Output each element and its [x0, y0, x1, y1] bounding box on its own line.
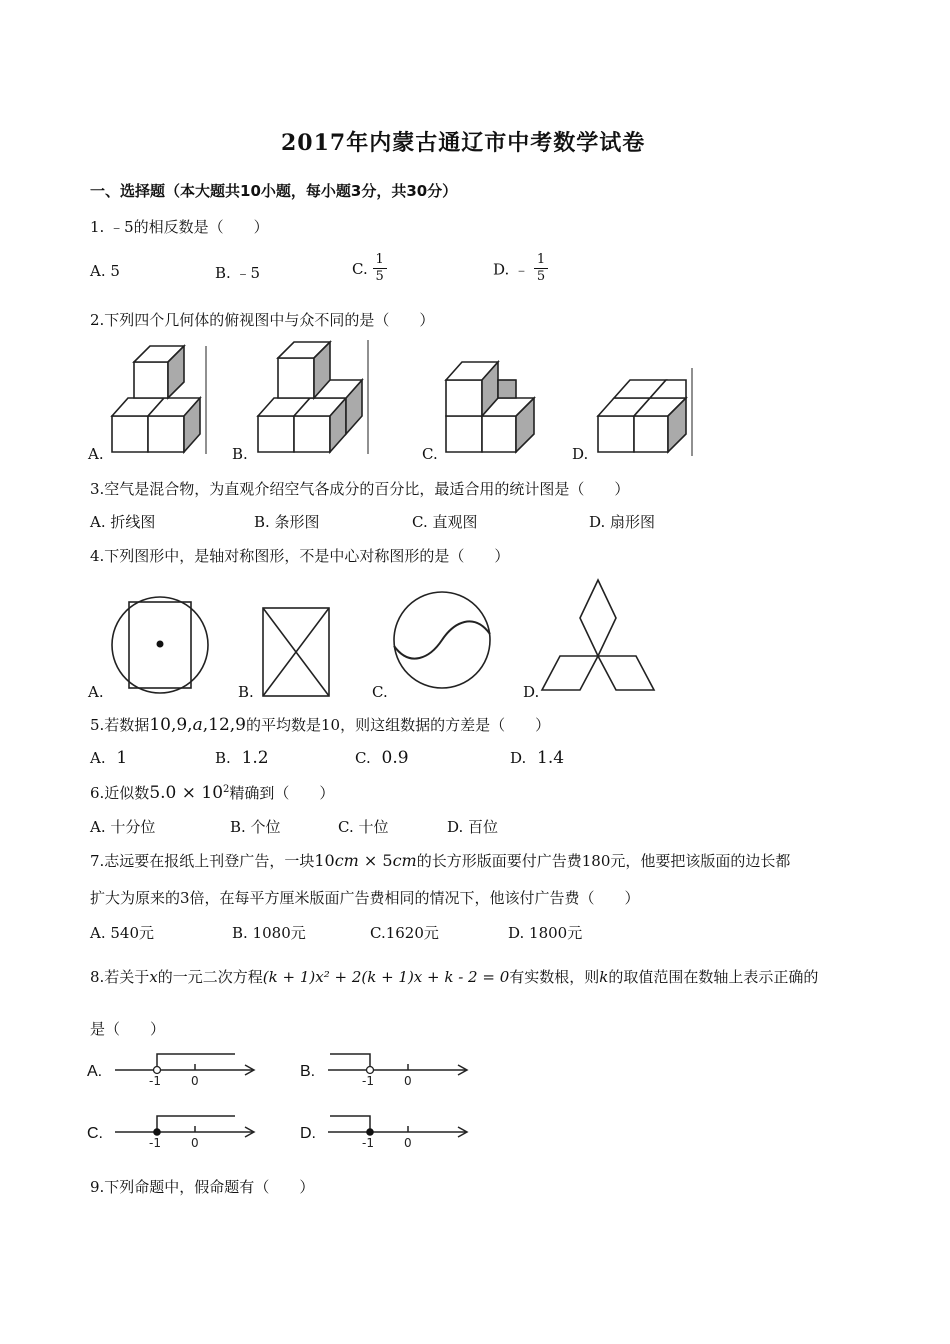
- question-5-stem: [90, 714, 550, 735]
- q5-option-c-value: 0.9: [381, 748, 409, 768]
- q3-option-b: B. 条形图: [254, 513, 320, 531]
- q7-option-d: D. 1800元: [508, 924, 583, 942]
- section-heading: 一、选择题（本大题共10小题，每小题3分，共30分）: [90, 182, 458, 200]
- q8-option-c: C.: [87, 1125, 103, 1142]
- q2-solid-d: [590, 362, 700, 462]
- q5-option-c: [355, 748, 409, 768]
- q4-option-a: A.: [88, 683, 104, 701]
- q1-option-d-label: D. ﹣: [493, 260, 530, 279]
- q7-option-b: B. 1080元: [232, 924, 306, 942]
- question-9-stem: 9.下列命题中，假命题有（ ）: [90, 1178, 315, 1196]
- question-7-line2: 扩大为原来的3倍，在每平方厘米版面广告费相同的情况下，他该付广告费（ ）: [90, 889, 640, 907]
- q1-option-c-label: C.: [352, 259, 368, 278]
- q7-unit: cm: [334, 851, 359, 870]
- tick-label-neg1: -1: [149, 1074, 161, 1088]
- q5-option-b-label: B.: [215, 749, 231, 767]
- question-1-stem: 1. ﹣5的相反数是（ ）: [90, 218, 269, 236]
- q5-option-c-label: C.: [355, 749, 371, 767]
- q5-data2: ,12,9: [202, 715, 246, 735]
- q5-option-a-value: 1: [116, 748, 128, 768]
- q6-exponent: 2: [223, 784, 230, 795]
- question-8-line2: 是（ ）: [90, 1020, 166, 1038]
- q4-option-d: D.: [523, 683, 540, 701]
- q2-solid-a: [100, 340, 210, 460]
- q8-line1-mid: 的一元二次方程: [157, 968, 263, 986]
- q2-option-a: A.: [88, 445, 104, 463]
- q3-option-d: D. 扇形图: [589, 513, 656, 531]
- question-4-stem: 4.下列图形中，是轴对称图形，不是中心对称图形的是（ ）: [90, 547, 510, 565]
- q7-line1-post: 的长方形版面要付广告费180元，他要把该版面的边长都: [416, 852, 791, 870]
- q4-figure-b: [260, 605, 340, 705]
- q5-option-b-value: 1.2: [241, 748, 269, 768]
- q4-option-b: B.: [238, 683, 254, 701]
- q6-number: 5.0 × 10: [149, 783, 224, 803]
- fraction-numerator: 1: [534, 252, 548, 269]
- q7-option-c: C.1620元: [370, 924, 439, 942]
- q2-option-c: C.: [422, 445, 438, 463]
- q4-option-c: C.: [372, 683, 388, 701]
- q4-figure-c: [390, 588, 500, 698]
- question-7-line1: [90, 850, 790, 871]
- q6-option-c: C. 十位: [338, 818, 389, 836]
- q8-line1-pre: 8.若关于: [90, 968, 150, 986]
- q5-option-a: [90, 748, 127, 768]
- tick-label-0: 0: [191, 1074, 199, 1088]
- q6-stem-pre: 6.近似数: [90, 784, 150, 802]
- q5-option-d: [510, 748, 564, 768]
- question-6-stem: [90, 782, 334, 803]
- q7-unit2: cm: [392, 851, 417, 870]
- q2-option-d: D.: [572, 445, 589, 463]
- q6-option-d: D. 百位: [447, 818, 499, 836]
- q8-number-line-d: [326, 1112, 476, 1152]
- q2-option-b: B.: [232, 445, 248, 463]
- question-3-stem: 3.空气是混合物，为直观介绍空气各成分的百分比，最适合用的统计图是（ ）: [90, 480, 630, 498]
- q5-option-d-value: 1.4: [537, 748, 565, 768]
- tick-label-neg1: -1: [362, 1136, 374, 1150]
- q7-line1-pre: 7.志远要在报纸上刊登广告，一块: [90, 852, 315, 870]
- q6-option-b: B. 个位: [230, 818, 281, 836]
- q8-var-k: k: [599, 968, 609, 986]
- q1-option-d: [493, 252, 548, 286]
- fraction-numerator: 1: [373, 252, 387, 269]
- q6-stem-post: 精确到（ ）: [229, 784, 335, 802]
- q8-option-b: B.: [300, 1063, 316, 1080]
- q3-option-c: C. 直观图: [412, 513, 478, 531]
- q1-option-a: A. 5: [90, 262, 120, 280]
- q5-stem-pre: 5.若数据: [90, 716, 150, 734]
- q4-figure-d: [540, 576, 670, 696]
- q8-option-a: A.: [87, 1063, 103, 1080]
- q8-equation: (k + 1)x² + 2(k + 1)x + k - 2 = 0: [262, 968, 510, 986]
- q8-line1-post: 有实数根，则: [509, 968, 600, 986]
- question-2-stem: 2.下列四个几何体的俯视图中与众不同的是（ ）: [90, 311, 435, 329]
- tick-label-0: 0: [404, 1074, 412, 1088]
- q3-option-a: A. 折线图: [90, 513, 156, 531]
- question-8-line1: [90, 966, 818, 987]
- q8-number-line-a: [113, 1050, 263, 1090]
- q8-option-d: D.: [300, 1125, 316, 1142]
- q2-solid-b: [248, 340, 368, 460]
- q5-data: 10,9,: [149, 715, 193, 735]
- q8-number-line-b: [326, 1050, 476, 1090]
- q7-option-a: A. 540元: [90, 924, 154, 942]
- tick-label-neg1: -1: [149, 1136, 161, 1150]
- q1-option-d-fraction: [534, 252, 548, 286]
- q5-option-a-label: A.: [90, 749, 106, 767]
- q8-var-x: x: [149, 968, 158, 986]
- tick-label-0: 0: [191, 1136, 199, 1150]
- q2-solid-c: [440, 340, 550, 460]
- q6-option-a: A. 十分位: [90, 818, 156, 836]
- q5-option-d-label: D.: [510, 749, 527, 767]
- q1-option-c-fraction: [373, 252, 387, 286]
- q8-number-line-c: [113, 1112, 263, 1152]
- q4-figure-a: [105, 590, 215, 700]
- q7-size: 10: [314, 851, 335, 870]
- q1-option-b: B. ﹣5: [215, 264, 261, 282]
- q7-times: × 5: [358, 851, 393, 870]
- fraction-denominator: 5: [536, 269, 546, 285]
- q8-line1-end: 的取值范围在数轴上表示正确的: [608, 968, 819, 986]
- q1-option-c: [352, 252, 387, 286]
- q5-stem-post: 的平均数是10，则这组数据的方差是（ ）: [245, 716, 551, 734]
- tick-label-neg1: -1: [362, 1074, 374, 1088]
- tick-label-0: 0: [404, 1136, 412, 1150]
- q5-option-b: [215, 748, 269, 768]
- page-title: 2017年内蒙古通辽市中考数学试卷: [281, 130, 646, 156]
- q5-variable: a: [192, 715, 203, 735]
- fraction-denominator: 5: [375, 269, 384, 285]
